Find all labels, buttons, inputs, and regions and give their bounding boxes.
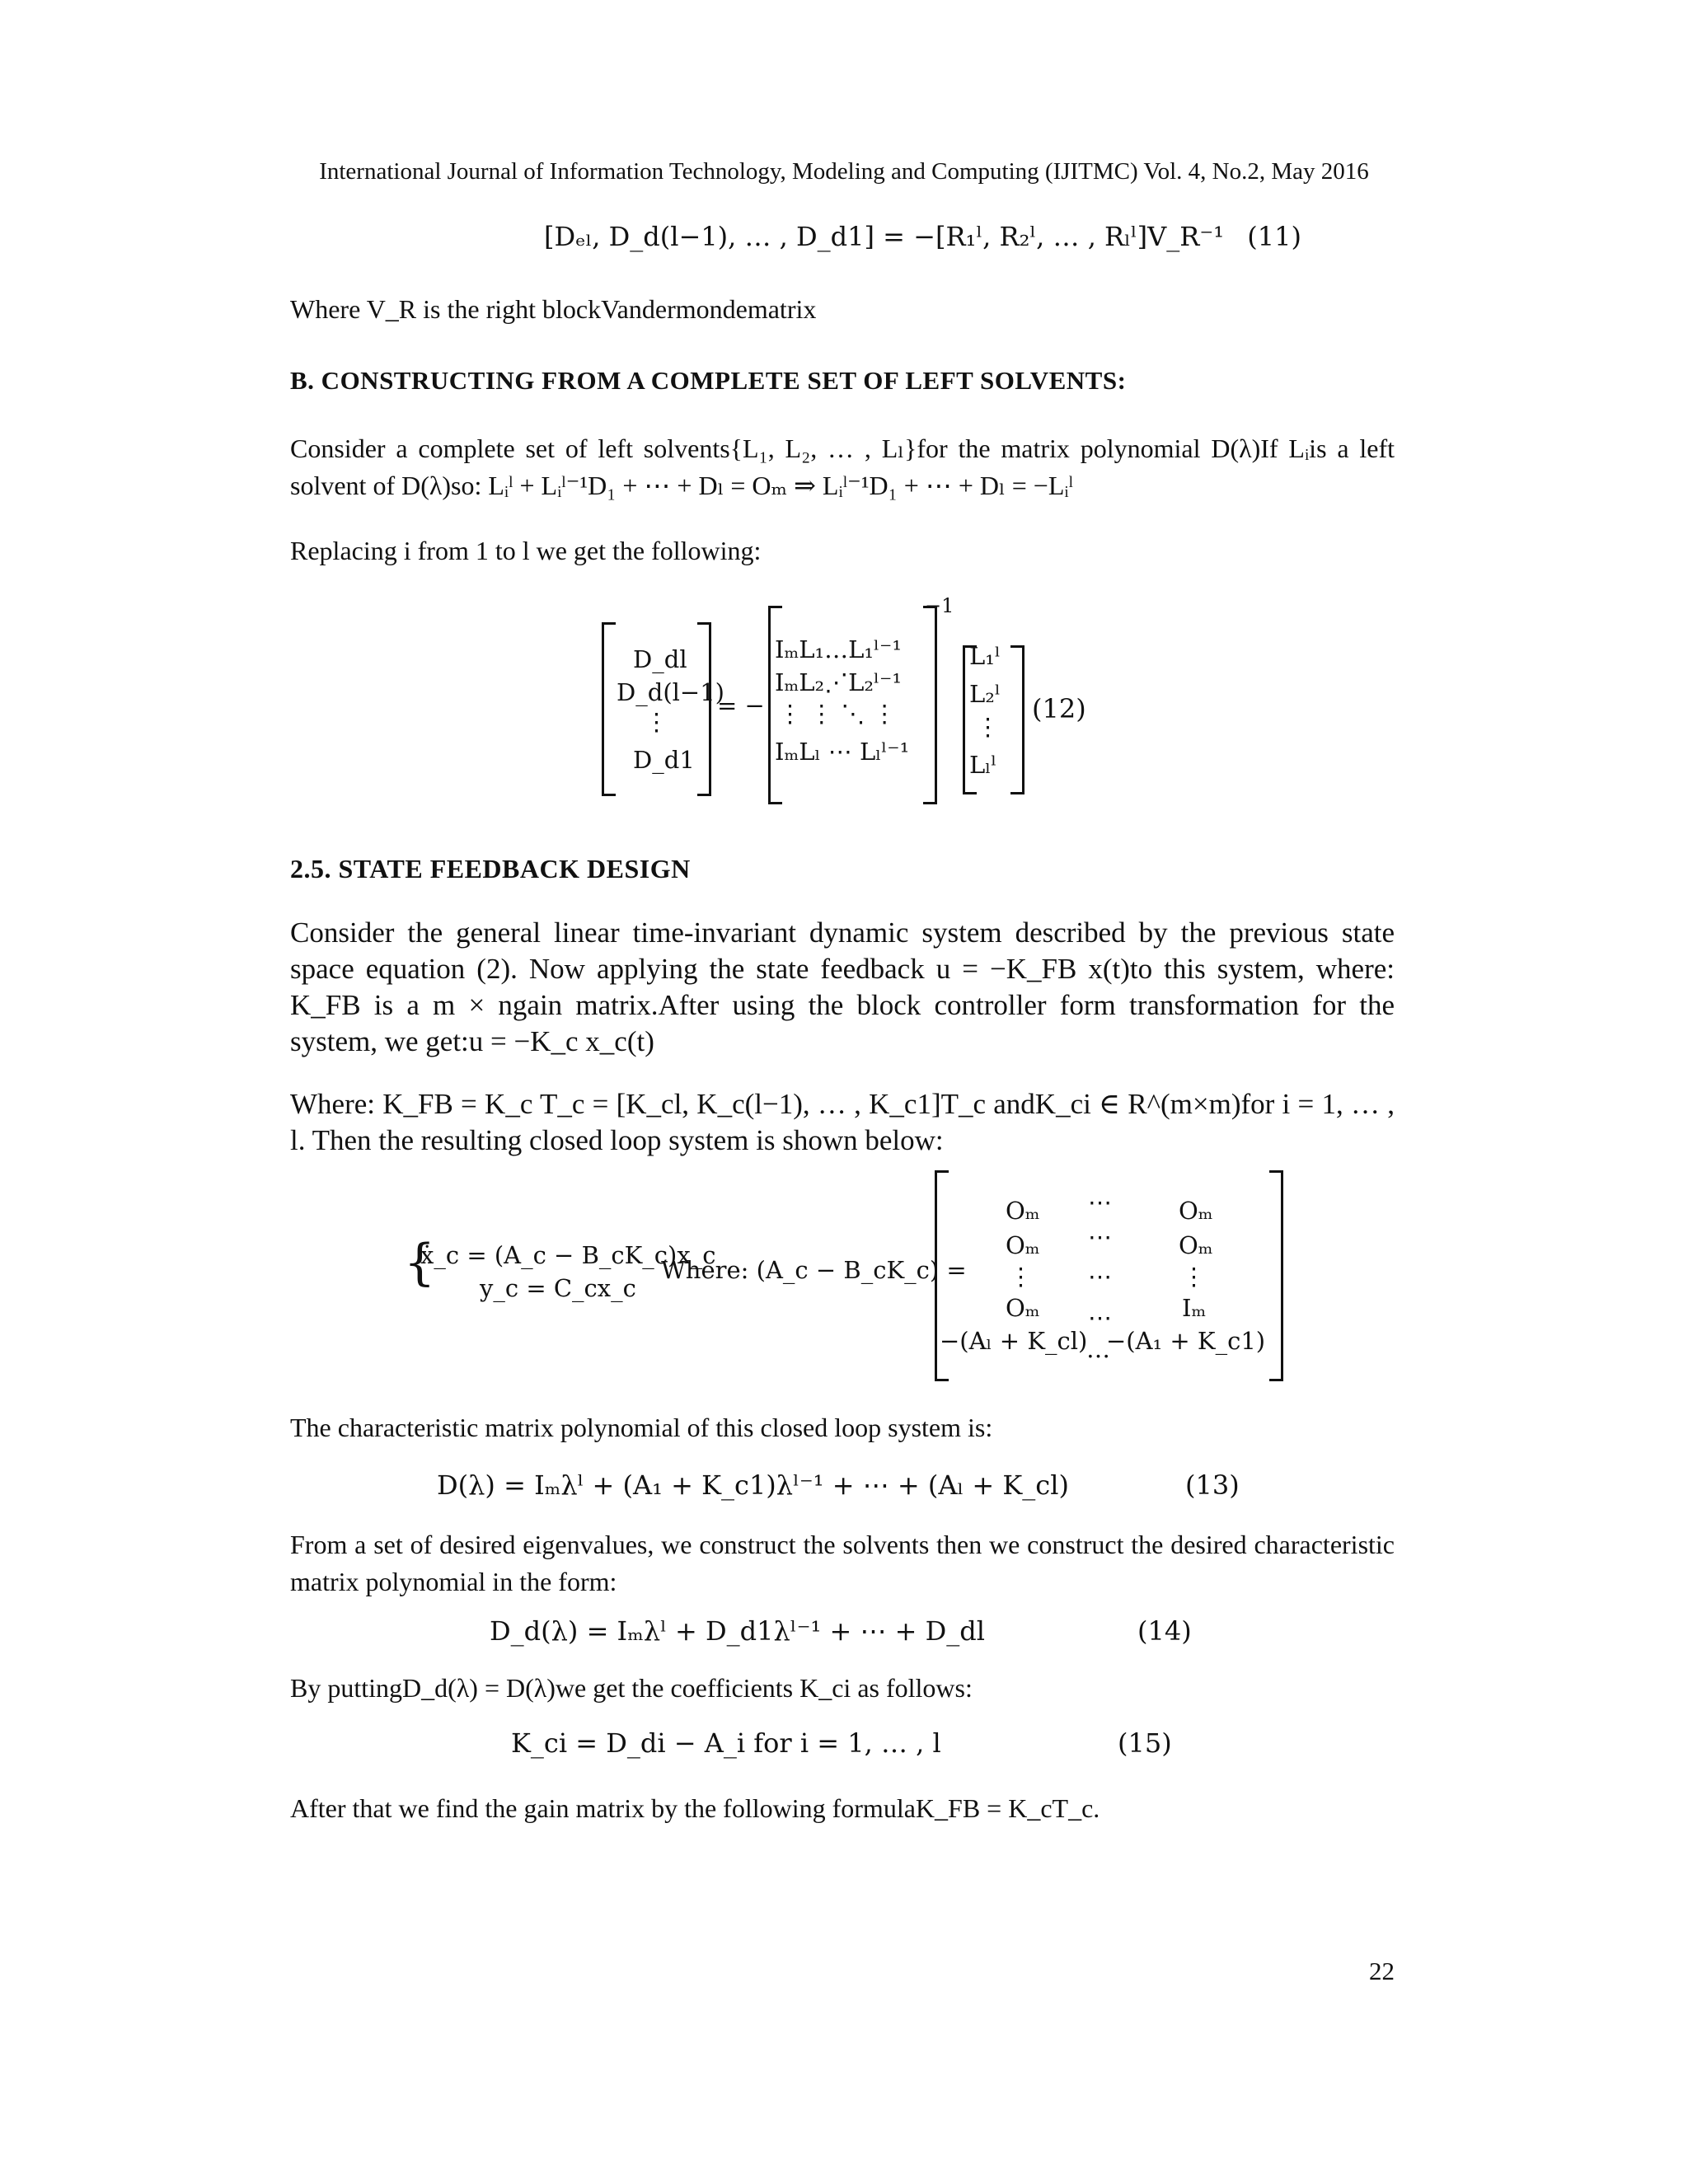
equation-14-number: (14) bbox=[1137, 1615, 1192, 1647]
matrix-cell: ⋯ bbox=[1088, 1263, 1112, 1291]
matrix-row: ⋮ ⋮ ⋱ ⋮ bbox=[778, 700, 897, 728]
matrix-cell: ⋯ bbox=[1088, 1223, 1112, 1251]
matrix-row: IₘL₁…L₁ˡ⁻¹ bbox=[775, 635, 902, 663]
gain-matrix-formula-text: After that we find the gain matrix by the following formulaK_FB = K_cT_c. bbox=[290, 1793, 1100, 1823]
left-brace: { bbox=[404, 1234, 436, 1291]
journal-header: International Journal of Information Technology, Modeling and Computing (IJITMC) Vol. 4, No.2, May 2016 bbox=[319, 158, 1369, 185]
rhs-entry: Lₗˡ bbox=[969, 751, 997, 779]
closed-loop-matrix-right-bracket bbox=[1269, 1170, 1283, 1381]
matrix-cell: Oₘ bbox=[1006, 1294, 1040, 1322]
matrix-cell: ⋮ bbox=[1009, 1263, 1033, 1291]
state-equation: ẋ_c = (A_c − B_cK_c)x_c bbox=[420, 1241, 716, 1269]
equation-13: D(λ) = Iₘλˡ + (A₁ + K_c1)λˡ⁻¹ + ⋯ + (Aₗ + K_cl) bbox=[437, 1469, 1069, 1501]
lhs-left-bracket bbox=[602, 622, 616, 796]
output-equation: y_c = C_cx_c bbox=[480, 1274, 636, 1302]
consider-left-solvents-paragraph: Consider a complete set of left solvents{L₁, L₂, … , Lₗ}for the matrix polynomial D(λ)If Lᵢis a left solvent of D(λ)so: Lᵢˡ + Lᵢˡ⁻¹D₁ + ⋯ + Dₗ = Oₘ ⇒ Lᵢˡ⁻¹D₁ + ⋯ + Dₗ = −Lᵢˡ bbox=[290, 434, 1395, 500]
page-number: 22 bbox=[1369, 1957, 1395, 1985]
matrix-row: IₘLₗ ⋯ Lₗˡ⁻¹ bbox=[775, 738, 910, 766]
equation-15: K_ci = D_di − A_i for i = 1, … , l bbox=[511, 1727, 941, 1759]
matrix-cell: −(A₁ + K_c1) bbox=[1106, 1327, 1266, 1355]
lhs-entry: D_d(l−1) bbox=[617, 678, 724, 706]
replacing-text: Replacing i from 1 to l we get the following: bbox=[290, 536, 762, 565]
matrix-cell: Oₘ bbox=[1179, 1231, 1213, 1259]
matrix-cell: ⋯ bbox=[1088, 1188, 1112, 1216]
rhs-entry: L₁ˡ bbox=[969, 642, 1001, 670]
equation-11-body: [Dₑₗ, D_d(l−1), … , D_d1] = −[R₁ˡ, R₂ˡ, … , Rₗˡ]V_R⁻¹ bbox=[544, 221, 1225, 252]
rhs-entry: ⋮ bbox=[976, 713, 1000, 741]
matrix-cell: ⋯ bbox=[1088, 1304, 1112, 1332]
matrix-cell: ⋮ bbox=[1182, 1263, 1206, 1291]
lhs-entry: D_d1 bbox=[633, 746, 695, 774]
by-putting-text: By puttingD_d(λ) = D(λ)we get the coefficients K_ci as follows: bbox=[290, 1673, 973, 1703]
matrix-cell: Oₘ bbox=[1006, 1197, 1040, 1225]
lhs-right-bracket bbox=[697, 622, 711, 796]
lhs-entry: ⋮ bbox=[645, 708, 668, 736]
desired-eigenvalues-paragraph: From a set of desired eigenvalues, we construct the solvents then we construct the desired characteristic matrix polynomial in the form: bbox=[290, 1530, 1395, 1596]
equation-13-number: (13) bbox=[1185, 1469, 1240, 1501]
section-b-heading: B. CONSTRUCTING FROM A COMPLETE SET OF LEFT SOLVENTS: bbox=[290, 366, 1127, 395]
matrix-row: IₘL₂⋰L₂ˡ⁻¹ bbox=[775, 668, 902, 696]
equals-minus: = − bbox=[717, 691, 765, 719]
lhs-entry: D_dl bbox=[633, 645, 687, 673]
matrix-cell: Iₘ bbox=[1182, 1294, 1207, 1322]
closed-loop-system bbox=[404, 1170, 1311, 1385]
equation-12-number: (12) bbox=[1032, 693, 1086, 724]
where-closed-loop-label: Where: (A_c − B_cK_c) = bbox=[661, 1256, 967, 1284]
equation-14: D_d(λ) = Iₘλˡ + D_d1λˡ⁻¹ + ⋯ + D_dl bbox=[490, 1615, 985, 1647]
rhs-entry: L₂ˡ bbox=[969, 680, 1001, 708]
section-2-5-heading: 2.5. STATE FEEDBACK DESIGN bbox=[290, 854, 691, 883]
matrix-cell: … bbox=[1086, 1335, 1110, 1363]
matrix-cell: Oₘ bbox=[1006, 1231, 1040, 1259]
rhs-right-bracket bbox=[1010, 645, 1025, 794]
matrix-right-bracket bbox=[923, 606, 937, 804]
equation-11 bbox=[544, 221, 1301, 252]
matrix-cell: −(Aₗ + K_cl) bbox=[940, 1327, 1088, 1355]
equation-15-number: (15) bbox=[1118, 1727, 1172, 1759]
equation-12 bbox=[593, 594, 1170, 804]
state-feedback-paragraph: Consider the general linear time-invariant dynamic system described by the previous state space equation (2). Now applying the state feedback u = −K_FB x(t)to this system, where: K_FB is a m × ngain matrix.After using the block controller form transformation for the system, we get:u = −K_c x_c(t) bbox=[290, 916, 1395, 1057]
equation-11-number: (11) bbox=[1247, 221, 1301, 252]
where-vr-text: Where V_R is the right blockVandermondematrix bbox=[290, 294, 817, 324]
where-kfb-paragraph: Where: K_FB = K_c T_c = [K_cl, K_c(l−1), … , K_c1]T_c andK_ci ∈ R^(m×m)for i = 1, … , l. Then the resulting closed loop system is shown below: bbox=[290, 1088, 1395, 1156]
char-poly-intro: The characteristic matrix polynomial of this closed loop system is: bbox=[290, 1413, 993, 1442]
matrix-cell: Oₘ bbox=[1179, 1197, 1213, 1225]
inverse-exponent: −1 bbox=[925, 594, 954, 617]
